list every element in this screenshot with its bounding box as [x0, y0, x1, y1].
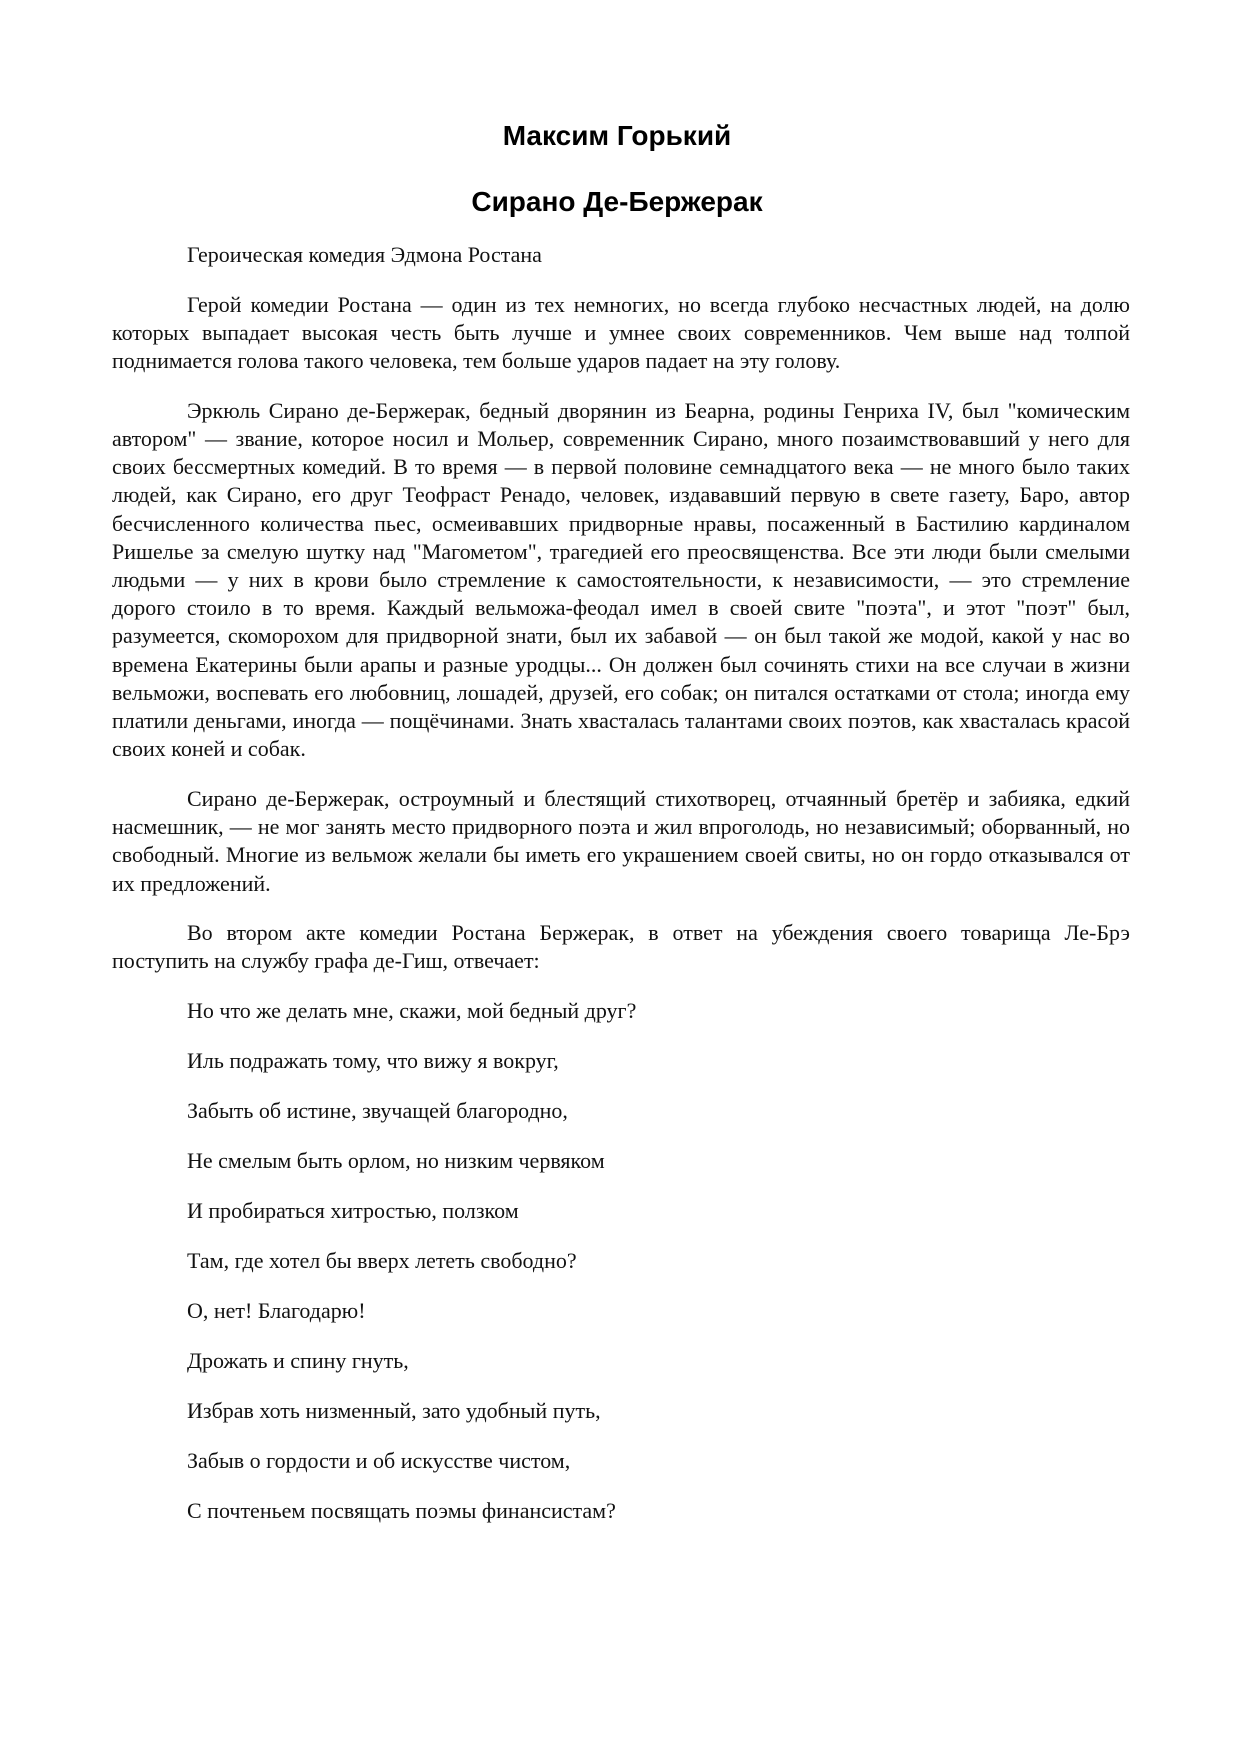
verse-line: Забыв о гордости и об искусстве чистом,	[187, 1448, 571, 1474]
paragraph: Сирано де-Бержерак, остроумный и блестящий стихотворец, отчаянный бретёр и забияка, едкий насмешник, — не мог занять место придворного поэта и жил впроголодь, но независимый; оборванный, но свободный. Многие из вельмож желали бы иметь его украшением своей свиты, но он гордо отказывался от их предложений.	[112, 785, 1130, 896]
verse-line: Но что же делать мне, скажи, мой бедный друг?	[187, 998, 637, 1024]
verse-line: С почтеньем посвящать поэмы финансистам?	[187, 1498, 616, 1524]
verse-line: Иль подражать тому, что вижу я вокруг,	[187, 1048, 559, 1074]
verse-line: Там, где хотел бы вверх лететь свободно?	[187, 1248, 577, 1274]
verse-line: Забыть об истине, звучащей благородно,	[187, 1098, 568, 1124]
document-body	[112, 241, 1130, 1547]
work-title: Сирано Де-Бержерак	[471, 186, 763, 217]
verse-block	[112, 997, 1130, 1525]
verse-line: Избрав хоть низменный, зато удобный путь,	[187, 1398, 601, 1424]
verse-line: Дрожать и спину гнуть,	[187, 1348, 409, 1374]
verse-line: О, нет! Благодарю!	[187, 1298, 366, 1324]
subtitle-line: Героическая комедия Эдмона Ростана	[187, 242, 542, 267]
paragraph: Герой комедии Ростана — один из тех немногих, но всегда глубоко несчастных людей, на долю которых выпадает высокая честь быть лучше и умнее своих современников. Чем выше над толпой поднимается голова такого человека, тем больше ударов падает на эту голову.	[112, 291, 1130, 374]
author-heading: Максим Горький	[502, 120, 732, 151]
paragraph: Во втором акте комедии Ростана Бержерак, в ответ на убеждения своего товарища Ле-Брэ поступить на службу графа де-Гиш, отвечает:	[112, 920, 1130, 974]
verse-line: И пробираться хитростью, ползком	[187, 1198, 519, 1224]
paragraph: Эркюль Сирано де-Бержерак, бедный дворянин из Беарна, родины Генриха IV, был "комическим автором" — звание, которое носил и Мольер, современник Сирано, много позаимствовавший у него для своих бессмертных комедий. В то время — в первой половине семнадцатого века — не много было таких людей, как Сирано, его друг Теофраст Ренадо, человек, издававший первую в свете газету, Баро, автор бесчисленного количества пьес, осмеивавших придворные нравы, посаженный в Бастилию кардиналом Ришелье за смелую шутку над "Магометом", трагедией его преосвященства. Все эти люди были смелыми людьми — у них в крови было стремление к самостоятельности, к независимости, — это стремление дорого стоило в то время. Каждый вельможа-феодал имел в своей свите "поэта", и этот "поэт" был, разумеется, скоморохом для придворной знати, был их забавой — он был такой же модой, какой у нас во времена Екатерины были арапы и разные уродцы... Он должен был сочинять стихи на все случаи в жизни вельможи, воспевать его любовниц, лошадей, друзей, его собак; он питался остатками от стола; иногда ему платили деньгами, иногда — пощёчинами. Знать хвасталась талантами своих поэтов, как хвасталась красой своих коней и собак.	[112, 397, 1130, 762]
verse-line: Не смелым быть орлом, но низким червяком	[187, 1148, 605, 1174]
